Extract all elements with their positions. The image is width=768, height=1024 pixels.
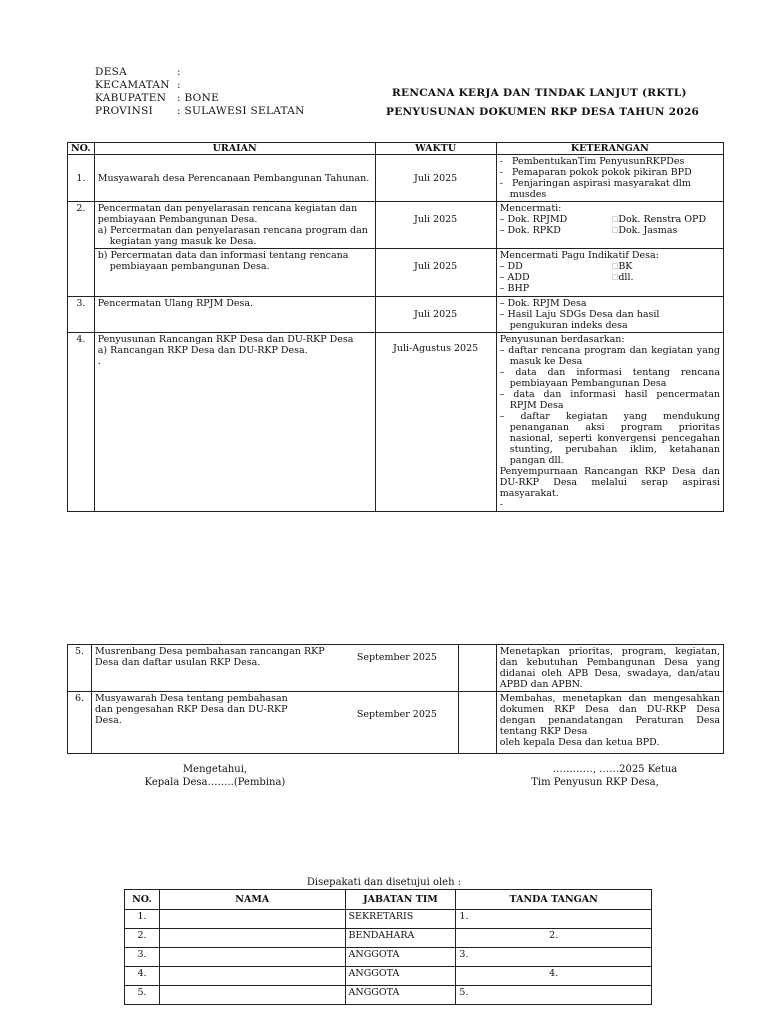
uraian-subitem: b) Percermatan data dan informasi tentang rencana pembiayaan pembangunan Desa.	[97, 250, 349, 272]
list-item-text: Pemaparan pokok pokok pikiran BPD	[511, 167, 692, 178]
row-keterangan	[496, 249, 723, 297]
header-value: :	[177, 79, 181, 91]
keterangan-item: – DD	[499, 261, 523, 272]
uraian-text: Musrenbang Desa pembahasan rancangan RKP Desa dan daftar usulan RKP Desa.	[94, 646, 325, 668]
row-keterangan	[496, 202, 723, 249]
row-uraian: Musyawarah desa Perencanaan Pembangunan Tahunan.	[94, 155, 375, 202]
list-item: – Hasil Laju SDGs Desa dan hasil pengukuran indeks desa	[499, 309, 660, 331]
keterangan-text: Membahas, menetapkan dan mengesahkan dokumen RKP Desa dan DU-RKP Desa dengan penandatangan Peraturan Desa tentang RKP Desa	[499, 693, 720, 737]
second-table	[67, 644, 724, 754]
col-header-waktu: WAKTU	[375, 143, 496, 155]
keterangan-title: Mencermati:	[499, 203, 562, 214]
row-ttd: 2.	[456, 929, 652, 948]
keterangan-item: – Dok. RPKD	[499, 225, 561, 236]
table-row	[68, 692, 724, 754]
uraian-text: Pencermatan dan penyelarasan rencana kegiatan dan pembiayaan Pembangunan Desa.	[97, 203, 358, 225]
row-keterangan	[496, 155, 723, 202]
table-header-row	[125, 890, 652, 910]
col-header-tanda-tangan: TANDA TANGAN	[456, 890, 652, 910]
col-header-jabatan: JABATAN TIM	[345, 890, 456, 910]
row-no: 2.	[125, 929, 160, 948]
table-row	[68, 202, 724, 249]
row-waktu: Juli 2025	[375, 202, 496, 249]
row-ttd: 5.	[456, 986, 652, 1005]
row-no: 2.	[68, 202, 95, 297]
row-no: 6.	[68, 692, 92, 754]
row-spacer	[458, 692, 496, 754]
row-nama	[159, 967, 345, 986]
keterangan-item: BK	[618, 261, 633, 272]
table-row	[125, 986, 652, 1005]
row-waktu: September 2025	[356, 651, 437, 663]
table-row	[68, 155, 724, 202]
bullet-square-icon: □	[611, 226, 619, 234]
row-ttd: 1.	[456, 910, 652, 929]
keterangan-dash: -	[499, 499, 503, 510]
uraian-subitem: a) Rancangan RKP Desa dan DU-RKP Desa.	[97, 345, 308, 356]
row-nama	[159, 929, 345, 948]
signature-right-line2: Tim Penyusun RKP Desa,	[531, 777, 659, 788]
row-uraian: Pencermatan Ulang RPJM Desa.	[94, 297, 375, 333]
row-no: 1.	[125, 910, 160, 929]
header-label: PROVINSI	[95, 105, 154, 117]
table-row	[125, 967, 652, 986]
uraian-subitem: .	[97, 356, 101, 367]
table-row	[68, 645, 724, 692]
row-uraian	[94, 333, 375, 512]
row-keterangan: Menetapkan prioritas, program, kegiatan, dan kebutuhan Pembangunan Desa yang didanai oleh APB Desa, swadaya, dan/atau APBD dan APBN.	[496, 645, 723, 692]
header-label: KABUPATEN	[95, 92, 167, 104]
list-item: - PembentukanTim PenyusunRKPDes	[499, 156, 685, 167]
header-label: DESA	[95, 66, 128, 78]
header-label: KECAMATAN	[95, 79, 170, 91]
header-row-kabupaten	[95, 92, 219, 104]
list-item: – data dan informasi tentang rencana pembiayaan Pembangunan Desa	[499, 367, 720, 389]
approval-caption: Disepakati dan disetujui oleh :	[306, 877, 462, 888]
list-item: - Pemaparan pokok pokok pikiran BPD	[499, 167, 692, 178]
list-item-text: PembentukanTim PenyusunRKPDes	[511, 156, 685, 167]
header-row-kecamatan	[95, 79, 181, 91]
list-item: – daftar rencana program dan kegiatan yang masuk ke Desa	[499, 345, 720, 367]
table-header-row	[68, 143, 724, 155]
row-no: 3.	[68, 297, 95, 333]
bullet-square-icon: □	[611, 262, 619, 270]
row-uraian	[91, 645, 458, 692]
list-item-text: Penjaringan aspirasi masyarakat dlm musdes	[509, 178, 691, 200]
row-no: 5.	[125, 986, 160, 1005]
header-value: :	[177, 66, 181, 78]
row-jabatan: ANGGOTA	[345, 948, 456, 967]
col-header-no: NO.	[68, 143, 95, 155]
keterangan-item: – Dok. RPJMD	[499, 214, 568, 225]
row-no: 4.	[125, 967, 160, 986]
row-jabatan: ANGGOTA	[345, 967, 456, 986]
keterangan-item: Dok. Jasmas	[618, 225, 678, 236]
row-waktu: Juli 2025	[375, 297, 496, 333]
row-spacer	[458, 645, 496, 692]
signature-left-line2: Kepala Desa……..(Pembina)	[144, 777, 286, 788]
row-no: 4.	[68, 333, 95, 512]
row-waktu: September 2025	[356, 709, 437, 720]
uraian-text: Penyusunan Rancangan RKP Desa dan DU-RKP Desa	[97, 334, 354, 345]
table-row	[125, 948, 652, 967]
bullet-square-icon: □	[611, 273, 619, 281]
uraian-text: Musyawarah Desa tentang pembahasan dan pengesahan RKP Desa dan DU-RKP Desa.	[94, 693, 288, 726]
keterangan-pair	[500, 225, 720, 236]
keterangan-item: – BHP	[499, 283, 530, 294]
keterangan-item: Dok. Renstra OPD	[618, 214, 707, 225]
row-uraian	[94, 202, 375, 249]
document-title: RENCANA KERJA DAN TINDAK LANJUT (RKTL)	[392, 87, 687, 99]
col-header-nama: NAMA	[159, 890, 345, 910]
signature-right-line1: …………, ……2025 Ketua	[552, 764, 678, 775]
row-no: 3.	[125, 948, 160, 967]
row-nama	[159, 910, 345, 929]
row-keterangan	[496, 333, 723, 512]
keterangan-pair	[500, 261, 720, 272]
list-item: – daftar kegiatan yang mendukung penanganan aksi program prioritas nasional, seperti konvergensi pencegahan stunting, perubahan iklim, ketahanan pangan dll.	[499, 411, 720, 466]
row-waktu: Juli 2025	[375, 155, 496, 202]
list-item: – data dan informasi hasil pencermatan RPJM Desa	[499, 389, 720, 411]
row-no: 5.	[68, 645, 92, 692]
col-header-keterangan: KETERANGAN	[496, 143, 723, 155]
signature-left-line1: Mengetahui,	[182, 764, 248, 775]
keterangan-item: – ADD	[499, 272, 530, 283]
row-nama	[159, 948, 345, 967]
row-nama	[159, 986, 345, 1005]
row-keterangan	[496, 692, 723, 754]
table-row	[68, 249, 724, 297]
row-waktu: Juli 2025	[375, 249, 496, 297]
row-uraian	[94, 249, 375, 297]
bullet-square-icon: □	[611, 215, 619, 223]
approval-table	[124, 889, 652, 1005]
row-no: 1.	[68, 155, 95, 202]
keterangan-item: dll.	[618, 272, 634, 283]
header-row-provinsi	[95, 105, 305, 117]
header-value: : BONE	[177, 92, 220, 104]
row-keterangan	[496, 297, 723, 333]
row-ttd: 3.	[456, 948, 652, 967]
list-item: – Dok. RPJM Desa	[499, 298, 587, 309]
table-row	[68, 297, 724, 333]
document-subtitle: PENYUSUNAN DOKUMEN RKP DESA TAHUN 2026	[386, 106, 700, 118]
row-jabatan: ANGGOTA	[345, 986, 456, 1005]
row-ttd: 4.	[456, 967, 652, 986]
col-header-no: NO.	[125, 890, 160, 910]
header-value: : SULAWESI SELATAN	[177, 105, 305, 117]
table-row	[68, 333, 724, 512]
row-jabatan: SEKRETARIS	[345, 910, 456, 929]
col-header-uraian: URAIAN	[94, 143, 375, 155]
header-row-desa	[95, 66, 181, 78]
main-table	[67, 142, 724, 512]
keterangan-title: Mencermati Pagu Indikatif Desa:	[499, 250, 659, 261]
keterangan-footer: Penyempurnaan Rancangan RKP Desa dan DU-RKP Desa melalui serap aspirasi masyarakat.	[499, 466, 720, 499]
keterangan-text: oleh kepala Desa dan ketua BPD.	[499, 737, 660, 748]
row-jabatan: BENDAHARA	[345, 929, 456, 948]
keterangan-pair	[500, 272, 720, 283]
keterangan-pair	[500, 214, 720, 225]
keterangan-title: Penyusunan berdasarkan:	[499, 334, 625, 345]
table-row	[125, 910, 652, 929]
list-item: - Penjaringan aspirasi masyarakat dlm musdes	[499, 178, 691, 200]
table-row	[125, 929, 652, 948]
row-waktu: Juli-Agustus 2025	[375, 333, 496, 512]
row-uraian	[91, 692, 458, 754]
uraian-subitem: a) Percermatan dan penyelarasan rencana program dan kegiatan yang masuk ke Desa.	[97, 225, 368, 247]
